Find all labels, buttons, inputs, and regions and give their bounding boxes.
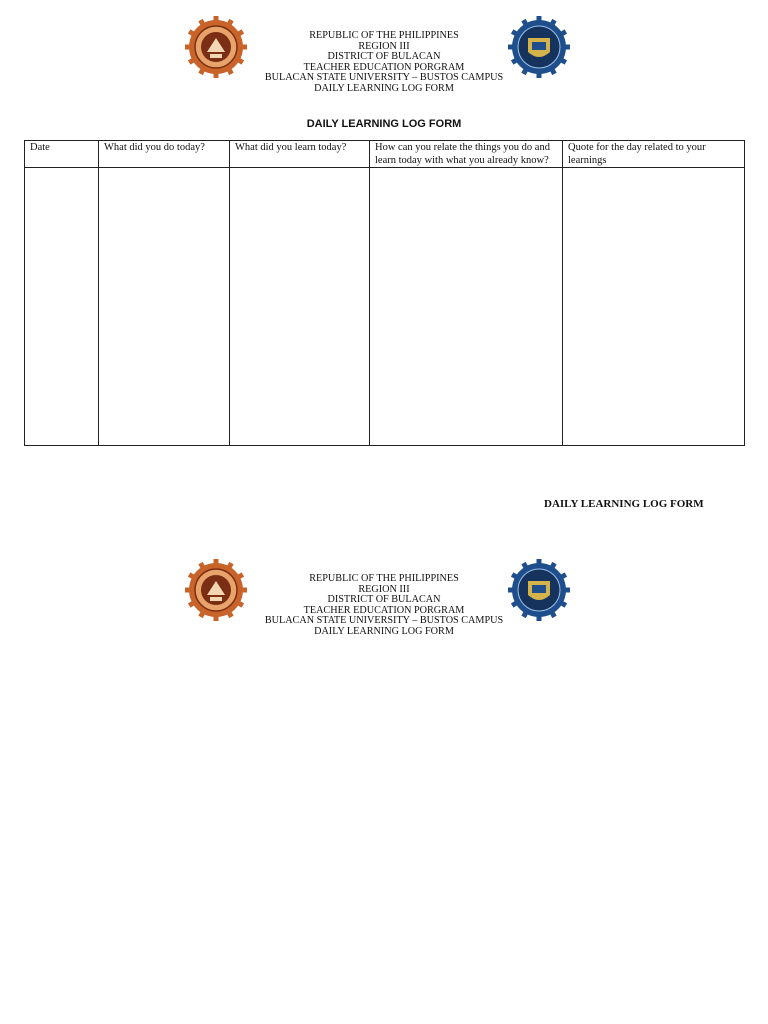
header-line: REPUBLIC OF THE PHILIPPINES — [309, 30, 459, 41]
form-title: DAILY LEARNING LOG FORM — [306, 118, 462, 130]
header-line: TEACHER EDUCATION PORGRAM — [303, 61, 465, 73]
column-header-activities: What did you do today? — [99, 141, 230, 168]
relation-cell[interactable] — [370, 168, 563, 446]
header-line: BULACAN STATE UNIVERSITY – BUSTOS CAMPUS — [264, 615, 504, 627]
header-line: REGION III — [358, 40, 410, 52]
learnings-cell[interactable] — [230, 168, 370, 446]
header-line: TEACHER EDUCATION PORGRAM — [303, 604, 465, 616]
table-row — [25, 168, 745, 446]
campus-seal-icon — [508, 16, 570, 78]
column-header-date: Date — [25, 141, 99, 168]
column-header-learnings: What did you learn today? — [230, 141, 370, 168]
header-text — [234, 574, 534, 638]
column-header-quote: Quote for the day related to your learnings — [563, 141, 745, 168]
table-header-row — [25, 141, 745, 168]
header-line: DAILY LEARNING LOG FORM — [314, 625, 454, 637]
header-line: REPUBLIC OF THE PHILIPPINES — [309, 573, 459, 584]
campus-seal-icon — [508, 559, 570, 621]
document-header-2 — [0, 557, 768, 647]
header-line: DISTRICT OF BULACAN — [327, 594, 441, 606]
header-line: BULACAN STATE UNIVERSITY – BUSTOS CAMPUS — [264, 72, 504, 84]
second-form-title: DAILY LEARNING LOG FORM — [544, 498, 704, 510]
header-text — [234, 31, 534, 95]
activities-cell[interactable] — [99, 168, 230, 446]
header-line: DAILY LEARNING LOG FORM — [314, 82, 454, 94]
header-line: DISTRICT OF BULACAN — [327, 51, 441, 63]
column-header-relation: How can you relate the things you do and learn today with what you already know? — [370, 141, 563, 168]
document-header — [0, 14, 768, 104]
quote-cell[interactable] — [563, 168, 745, 446]
header-line: REGION III — [358, 583, 410, 595]
date-cell[interactable] — [25, 168, 99, 446]
learning-log-table — [24, 140, 745, 446]
